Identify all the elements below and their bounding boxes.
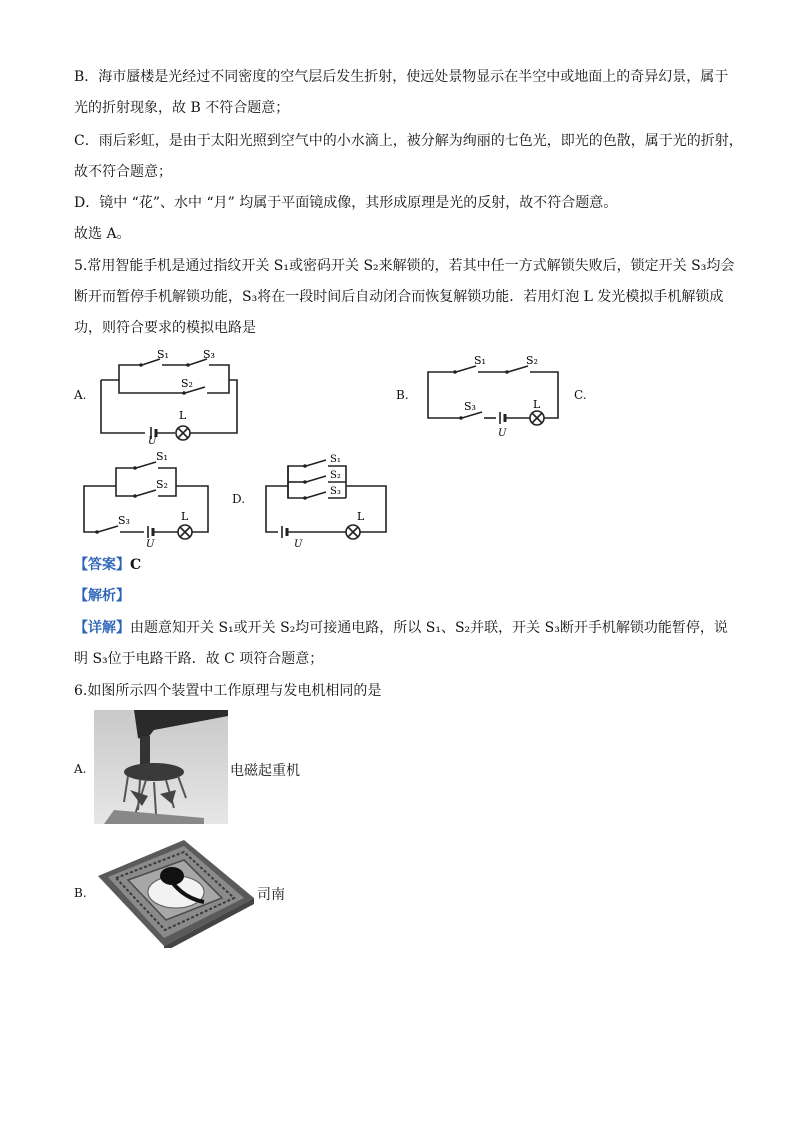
circuit-d-s3-label: S₃ [330,486,341,497]
answer-conclusion: 故选 A。 [74,226,131,242]
q5-stem-line-2: 断开而暂停手机解锁功能，S₃将在一段时间后自动闭合而恢复解锁功能．若用灯泡 L 发光模拟手机解锁成 [74,289,724,305]
answer-tag: 【答案】 [74,557,130,573]
answer-b-line-1: B．海市蜃楼是光经过不同密度的空气层后发生折射，使远处景物显示在半空中或地面上的奇异幻景，属于 [74,69,729,85]
circuit-c-s1-label: S₁ [156,450,168,463]
circuit-b-lamp-label: L [533,398,541,411]
q6-option-b-caption: 司南 [257,887,285,903]
circuit-d-s1-label: S₁ [330,454,341,465]
q5-answer [74,555,141,575]
answer-value: C [130,557,142,573]
circuit-c-diagram [78,450,218,550]
q6-option-a-label: A. [74,762,87,776]
circuit-b-s3-label: S₃ [464,400,476,413]
q5-analysis-tag-line [74,586,130,606]
circuit-d-s2-label: S₂ [330,470,341,481]
circuit-c-s2-label: S₂ [156,478,168,491]
circuit-a-battery-label: U [148,436,157,445]
analysis-tag: 【解析】 [74,588,130,604]
answer-d-line: D．镜中 “花”、水中 “月” 均属于平面镜成像，其形成原理是光的反射，故不符合题意。 [74,195,618,211]
q5-detail-line-1 [74,618,728,638]
q6-stem: 6.如图所示四个装置中工作原理与发电机相同的是 [74,683,382,699]
q6-option-a-caption: 电磁起重机 [230,763,300,779]
circuit-c-battery-label: U [146,539,155,550]
circuit-d-diagram [260,450,395,550]
q5-detail-line-2: 明 S₃位于电路干路．故 C 项符合题意； [74,651,324,667]
q5-option-d-label: D. [232,492,246,506]
q5-option-c-label: C. [574,388,587,402]
q5-option-a-label: A. [74,388,87,402]
q5-option-b-label: B. [396,388,409,402]
circuit-c-s3-label: S₃ [118,514,130,527]
answer-b-line-2: 光的折射现象，故 B 不符合题意； [74,100,290,116]
answer-c-line-2: 故不符合题意； [74,164,172,180]
circuit-b-s2-label: S₂ [526,354,538,367]
q6-option-b-label: B. [74,886,87,900]
circuit-b-diagram [420,350,570,440]
circuit-a-s1-label: S₁ [157,348,169,361]
detail-tag: 【详解】 [74,620,130,636]
circuit-d-battery-label: U [294,539,303,550]
circuit-b-s1-label: S₁ [474,354,486,367]
circuit-a-lamp-label: L [179,409,187,422]
q5-stem-line-1: 5.常用智能手机是通过指纹开关 S₁或密码开关 S₂来解锁的，若其中任一方式解锁失败后，锁定开关 S₃均会 [74,258,735,274]
circuit-c-lamp-label: L [181,510,189,523]
compass-photo [94,836,256,948]
answer-c-line-1: C．雨后彩虹，是由于太阳光照到空气中的小水滴上，被分解为绚丽的七色光，即光的色散，属于光的折射， [74,133,743,149]
circuit-a-s3-label: S₃ [203,348,215,361]
circuit-a-s2-label: S₂ [181,377,193,390]
crane-photo [94,710,228,824]
q5-stem-line-3: 功，则符合要求的模拟电路是 [74,320,256,336]
detail-text-1: 由题意知开关 S₁或开关 S₂均可接通电路，所以 S₁、S₂并联，开关 S₃断开手机解锁功能暂停，说 [130,620,728,636]
circuit-b-battery-label: U [498,428,507,439]
circuit-a-diagram [95,345,245,445]
circuit-d-lamp-label: L [357,510,365,523]
